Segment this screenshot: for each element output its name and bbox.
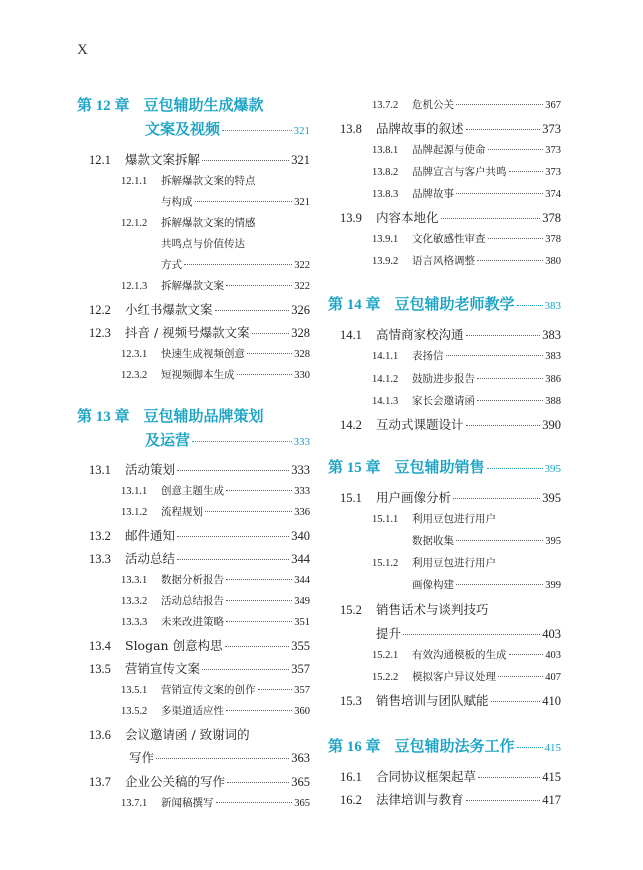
dot-leader (509, 171, 544, 172)
toc-entry-12-1-1[interactable] (121, 173, 310, 188)
page-number: 333 (294, 486, 310, 497)
dot-leader (156, 758, 289, 759)
dot-leader (226, 621, 292, 622)
dot-leader (487, 468, 543, 469)
entry-title: 营销宣传文案的创作 (161, 684, 256, 696)
dot-leader (403, 634, 540, 635)
page-number: 328 (291, 326, 310, 340)
entry-number: 13.1.2 (121, 507, 148, 518)
entry-number: 13.3.1 (121, 575, 148, 586)
page-number: 336 (294, 507, 310, 518)
page-number: 321 (291, 153, 310, 167)
entry-title: Slogan 创意构思 (125, 638, 223, 653)
entry-title: 拆解爆款文案的特点 (161, 175, 256, 187)
page-number: 383 (544, 300, 561, 312)
entry-title-cont: 共鸣点与价值传达 (161, 238, 245, 250)
page-number: 326 (291, 303, 310, 317)
chapter-title-cont: 文案及视频 (145, 120, 221, 138)
page-number: 333 (291, 463, 310, 477)
chapter-16-heading[interactable] (328, 735, 561, 756)
dot-leader (456, 584, 543, 585)
entry-title: 未来改进策略 (161, 616, 224, 628)
dot-leader (216, 802, 293, 803)
page-number: 373 (542, 122, 561, 136)
entry-title: 利用豆包进行用户 (412, 513, 496, 525)
entry-title: 数据分析报告 (161, 574, 224, 586)
dot-leader (446, 355, 544, 356)
entry-title-cont: 与构成 (161, 196, 193, 208)
dot-leader (222, 130, 291, 131)
dot-leader (225, 646, 290, 647)
entry-title: 互动式课题设计 (376, 417, 464, 432)
entry-number: 15.1.2 (372, 558, 399, 569)
entry-title: 企业公关稿的写作 (125, 774, 226, 789)
page-number: 365 (294, 798, 310, 809)
dot-leader (215, 310, 290, 311)
toc-entry-13-9-2[interactable] (372, 253, 561, 268)
toc-entry-13-8[interactable] (340, 119, 561, 137)
chapter-title: 豆包辅助法务工作 (394, 737, 515, 755)
chapter-12-heading-cont[interactable] (145, 118, 310, 139)
page-number: 344 (291, 552, 310, 566)
toc-entry-13-1-2[interactable] (121, 504, 310, 519)
dot-leader (195, 201, 293, 202)
page-number: 321 (294, 197, 310, 208)
entry-number: 13.4 (89, 639, 111, 653)
entry-title-cont: 数据收集 (412, 535, 454, 547)
page-number: 395 (544, 463, 561, 475)
toc-entry-13-8-3[interactable] (372, 186, 561, 201)
chapter-title: 豆包辅助销售 (394, 458, 485, 476)
page-number: 351 (294, 617, 310, 628)
dot-leader (237, 374, 293, 375)
dot-leader (509, 654, 544, 655)
toc-entry-13-9[interactable] (340, 208, 561, 226)
entry-title: 小红书爆款文案 (125, 302, 213, 317)
entry-title: 快速生成视频创意 (161, 348, 245, 360)
page-number: 395 (542, 491, 561, 505)
toc-entry-13-3-3[interactable] (121, 614, 310, 629)
toc-entry-12-1[interactable] (89, 150, 310, 168)
toc-entry-13-5-1[interactable] (121, 682, 310, 697)
page-number: 399 (545, 580, 561, 591)
dot-leader (477, 260, 543, 261)
chapter-13-heading-cont[interactable] (145, 429, 310, 450)
dot-leader (453, 498, 540, 499)
page-number: 330 (294, 370, 310, 381)
entry-title-cont: 提升 (376, 626, 402, 641)
toc-entry-15-2-1[interactable] (372, 647, 561, 662)
toc-entry-15-1-1[interactable] (372, 511, 561, 526)
toc-entry-12-1-3[interactable] (121, 278, 310, 293)
page-number: 380 (545, 256, 561, 267)
chapter-title: 豆包辅助品牌策划 (143, 407, 264, 425)
entry-number: 13.5.1 (121, 685, 148, 696)
toc-entry-12-3-2[interactable] (121, 367, 310, 382)
dot-leader (202, 669, 289, 670)
page-number: 333 (293, 436, 310, 448)
toc-entry-16-2[interactable] (340, 790, 561, 808)
entry-number: 12.1.1 (121, 176, 148, 187)
page-number: 321 (293, 125, 310, 137)
dot-leader (466, 129, 541, 130)
chapter-title: 豆包辅助老师教学 (394, 295, 515, 313)
entry-title: 危机公关 (412, 99, 454, 111)
toc-entry-14-2[interactable] (340, 415, 561, 433)
entry-number: 15.2.2 (372, 672, 399, 683)
toc-entry-12-3[interactable] (89, 323, 310, 341)
page-number: 357 (294, 685, 310, 696)
page-number: 365 (291, 775, 310, 789)
chapter-title-cont: 及运营 (145, 431, 191, 449)
page-number: 417 (542, 793, 561, 807)
entry-title: 多渠道适应性 (161, 705, 224, 717)
entry-number: 15.2 (340, 603, 362, 617)
page-number: 386 (545, 374, 561, 385)
entry-number: 13.5 (89, 662, 111, 676)
toc-entry-15-3[interactable] (340, 691, 561, 709)
toc-entry-12-1-2-cont1[interactable] (161, 236, 310, 251)
entry-title: 活动策划 (125, 462, 176, 477)
entry-number: 13.8.1 (372, 145, 399, 156)
entry-number: 13.8.3 (372, 189, 399, 200)
entry-title: 流程规划 (161, 506, 203, 518)
page-number: 373 (545, 167, 561, 178)
toc-entry-14-1-3[interactable] (372, 393, 561, 408)
page-number: 395 (545, 536, 561, 547)
entry-number: 13.3 (89, 552, 111, 566)
toc-entry-13-7-2[interactable] (372, 97, 561, 112)
dot-leader (226, 710, 292, 711)
toc-entry-14-1-1[interactable] (372, 348, 561, 363)
entry-number: 13.3.3 (121, 617, 148, 628)
entry-number: 13.3.2 (121, 596, 148, 607)
toc-entry-13-6-cont[interactable] (129, 748, 310, 766)
entry-title: 品牌故事的叙述 (376, 121, 464, 136)
toc-entry-13-1-1[interactable] (121, 483, 310, 498)
dot-leader (466, 425, 541, 426)
dot-leader (488, 238, 544, 239)
entry-number: 13.7.2 (372, 100, 399, 111)
page-number: 357 (291, 662, 310, 676)
entry-title: 合同协议框架起草 (376, 769, 477, 784)
page-number: 383 (542, 328, 561, 342)
entry-title: 短视频脚本生成 (161, 369, 235, 381)
toc-entry-13-1[interactable] (89, 460, 310, 478)
page-header-mark: X (77, 42, 88, 58)
entry-number: 14.1 (340, 328, 362, 342)
dot-leader (258, 689, 293, 690)
dot-leader (252, 333, 290, 334)
toc-entry-15-1[interactable] (340, 488, 561, 506)
page-number: 410 (542, 694, 561, 708)
dot-leader (456, 193, 543, 194)
entry-number: 15.1.1 (372, 514, 399, 525)
dot-leader (177, 536, 289, 537)
dot-leader (227, 782, 289, 783)
toc-entry-13-8-1[interactable] (372, 142, 561, 157)
entry-title: 法律培训与教育 (376, 792, 464, 807)
toc-entry-12-2[interactable] (89, 300, 310, 318)
page-number: 390 (542, 418, 561, 432)
entry-title: 用户画像分析 (376, 490, 452, 505)
toc-entry-12-1-2[interactable] (121, 215, 310, 230)
toc-entry-13-3[interactable] (89, 549, 310, 567)
entry-title: 有效沟通模板的生成 (412, 649, 507, 661)
entry-number: 13.1 (89, 463, 111, 477)
entry-number: 13.1.1 (121, 486, 148, 497)
entry-number: 13.8.2 (372, 167, 399, 178)
chapter-number: 第 13 章 (77, 409, 130, 425)
entry-number: 12.3.1 (121, 349, 148, 360)
entry-title: 邮件通知 (125, 528, 176, 543)
entry-number: 16.1 (340, 770, 362, 784)
entry-number: 13.8 (340, 122, 362, 136)
page-number: 415 (544, 742, 561, 754)
entry-title: 模拟客户异议处理 (412, 671, 496, 683)
entry-number: 12.1.2 (121, 218, 148, 229)
toc-entry-13-9-1[interactable] (372, 231, 561, 246)
page-number: 415 (542, 770, 561, 784)
page-number: 403 (545, 650, 561, 661)
chapter-13-heading[interactable] (77, 405, 310, 426)
chapter-number: 第 14 章 (328, 297, 381, 313)
entry-title: 表扬信 (412, 350, 444, 362)
page-number: 374 (545, 189, 561, 200)
dot-leader (184, 264, 292, 265)
dot-leader (226, 285, 292, 286)
toc-entry-13-8-2[interactable] (372, 164, 561, 179)
page-number: 383 (545, 351, 561, 362)
chapter-number: 第 15 章 (328, 460, 381, 476)
dot-leader (477, 378, 543, 379)
page-number: 403 (542, 627, 561, 641)
page-number: 363 (291, 751, 310, 765)
toc-entry-13-3-2[interactable] (121, 593, 310, 608)
entry-number: 12.1.3 (121, 281, 148, 292)
dot-leader (478, 777, 540, 778)
entry-number: 12.3.2 (121, 370, 148, 381)
toc-entry-15-2-2[interactable] (372, 669, 561, 684)
dot-leader (202, 160, 289, 161)
entry-title: 利用豆包进行用户 (412, 557, 496, 569)
entry-number: 13.5.2 (121, 706, 148, 717)
entry-title: 内容本地化 (376, 210, 439, 225)
page-number: 378 (545, 234, 561, 245)
entry-title: 家长会邀请函 (412, 395, 475, 407)
entry-title: 鼓励进步报告 (412, 373, 475, 385)
dot-leader (488, 149, 544, 150)
dot-leader (498, 676, 543, 677)
toc-entry-15-2[interactable] (340, 600, 561, 618)
entry-number: 16.2 (340, 793, 362, 807)
entry-title: 高情商家校沟通 (376, 327, 464, 342)
entry-number: 12.3 (89, 326, 111, 340)
page-number: 373 (545, 145, 561, 156)
entry-title: 销售话术与谈判技巧 (376, 602, 489, 617)
entry-number: 15.3 (340, 694, 362, 708)
dot-leader (456, 104, 543, 105)
dot-leader (205, 511, 292, 512)
page-number: 344 (294, 575, 310, 586)
dot-leader (247, 353, 292, 354)
entry-title: 拆解爆款文案的情感 (161, 217, 256, 229)
dot-leader (177, 470, 289, 471)
entry-number: 13.7.1 (121, 798, 148, 809)
entry-number: 13.6 (89, 728, 111, 742)
toc-entry-13-2[interactable] (89, 526, 310, 544)
page-number: 322 (294, 281, 310, 292)
dot-leader (517, 747, 543, 748)
toc-entry-13-5-2[interactable] (121, 703, 310, 718)
entry-title-cont: 写作 (129, 750, 155, 765)
dot-leader (477, 400, 543, 401)
toc-entry-13-4[interactable] (89, 636, 310, 654)
page-number: 340 (291, 529, 310, 543)
dot-leader (226, 600, 292, 601)
entry-number: 13.7 (89, 775, 111, 789)
chapter-12-heading[interactable] (77, 94, 310, 115)
page-number: 378 (542, 211, 561, 225)
toc-entry-16-1[interactable] (340, 767, 561, 785)
page-number: 355 (291, 639, 310, 653)
toc-entry-15-1-1-cont[interactable] (412, 533, 561, 548)
toc-entry-15-1-2[interactable] (372, 555, 561, 570)
dot-leader (491, 701, 541, 702)
dot-leader (226, 579, 292, 580)
entry-number: 14.2 (340, 418, 362, 432)
entry-number: 15.1 (340, 491, 362, 505)
entry-title: 语言风格调整 (412, 255, 475, 267)
entry-title-cont: 方式 (161, 259, 182, 271)
chapter-title: 豆包辅助生成爆款 (143, 96, 264, 114)
chapter-number: 第 16 章 (328, 739, 381, 755)
entry-title: 销售培训与团队赋能 (376, 693, 489, 708)
toc-entry-13-7-1[interactable] (121, 795, 310, 810)
page-number: 328 (294, 349, 310, 360)
toc-entry-13-7[interactable] (89, 772, 310, 790)
page-number: 407 (545, 672, 561, 683)
entry-title: 品牌故事 (412, 188, 454, 200)
chapter-14-heading[interactable] (328, 293, 561, 314)
dot-leader (456, 540, 543, 541)
toc-entry-15-2-cont[interactable] (376, 624, 561, 642)
dot-leader (226, 490, 292, 491)
entry-number: 13.9.2 (372, 256, 399, 267)
dot-leader (517, 305, 543, 306)
page-number: 349 (294, 596, 310, 607)
entry-number: 12.2 (89, 303, 111, 317)
entry-title: 创意主题生成 (161, 485, 224, 497)
page-number: 360 (294, 706, 310, 717)
entry-number: 13.9.1 (372, 234, 399, 245)
toc-entry-12-1-2-cont2[interactable] (161, 257, 310, 272)
page-number: 322 (294, 260, 310, 271)
toc-entry-12-1-1-cont[interactable] (161, 194, 310, 209)
entry-title-cont: 画像构建 (412, 579, 454, 591)
toc-entry-14-1[interactable] (340, 325, 561, 343)
chapter-number: 第 12 章 (77, 98, 130, 114)
entry-title: 会议邀请函 / 致谢词的 (125, 727, 250, 742)
entry-title: 活动总结报告 (161, 595, 224, 607)
toc-entry-12-3-1[interactable] (121, 346, 310, 361)
entry-number: 14.1.3 (372, 396, 399, 407)
entry-number: 14.1.1 (372, 351, 399, 362)
dot-leader (192, 441, 291, 442)
entry-title: 爆款文案拆解 (125, 152, 201, 167)
toc-entry-13-6[interactable] (89, 725, 310, 743)
entry-title: 活动总结 (125, 551, 176, 566)
toc-entry-15-1-2-cont[interactable] (412, 577, 561, 592)
dot-leader (466, 800, 541, 801)
entry-number: 14.1.2 (372, 374, 399, 385)
chapter-15-heading[interactable] (328, 456, 561, 477)
entry-title: 营销宣传文案 (125, 661, 201, 676)
entry-title: 品牌宣言与客户共鸣 (412, 166, 507, 178)
toc-entry-13-5[interactable] (89, 659, 310, 677)
entry-title: 拆解爆款文案 (161, 280, 224, 292)
dot-leader (177, 559, 289, 560)
entry-title: 品牌起源与使命 (412, 144, 486, 156)
page-number: 388 (545, 396, 561, 407)
toc-entry-13-3-1[interactable] (121, 572, 310, 587)
entry-title: 文化敏感性审查 (412, 233, 486, 245)
dot-leader (441, 218, 541, 219)
entry-number: 15.2.1 (372, 650, 399, 661)
page-number: 367 (545, 100, 561, 111)
entry-number: 13.2 (89, 529, 111, 543)
entry-number: 13.9 (340, 211, 362, 225)
dot-leader (466, 335, 541, 336)
entry-title: 新闻稿撰写 (161, 797, 214, 809)
entry-title: 抖音 / 视频号爆款文案 (125, 325, 250, 340)
toc-entry-14-1-2[interactable] (372, 371, 561, 386)
entry-number: 12.1 (89, 153, 111, 167)
